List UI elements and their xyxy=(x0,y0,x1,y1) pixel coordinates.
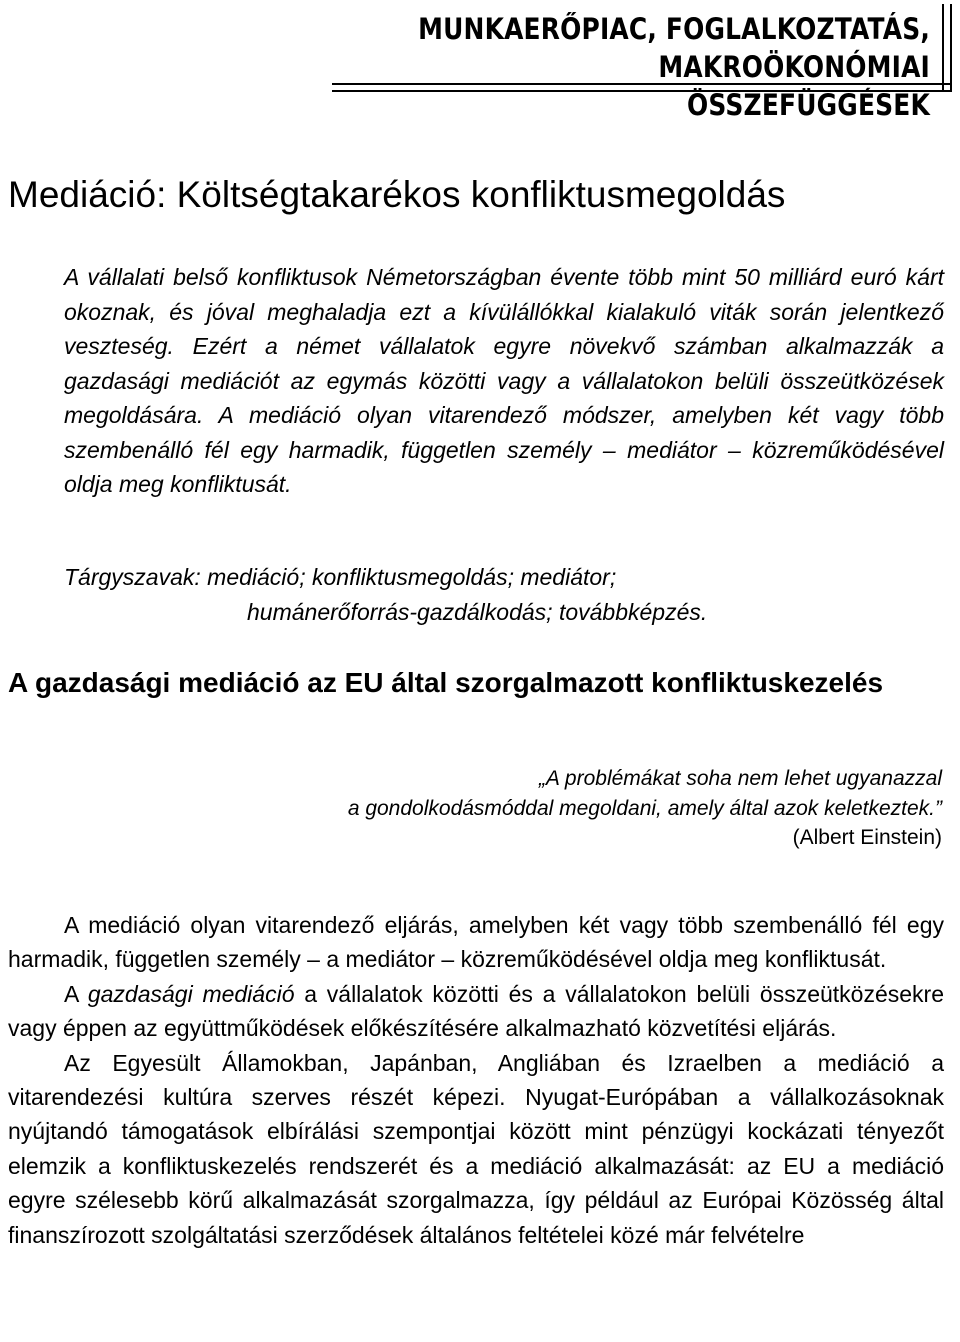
p2-start: A xyxy=(64,980,88,1007)
quote-author: (Albert Einstein) xyxy=(792,826,942,849)
keywords xyxy=(64,560,944,629)
section-title xyxy=(416,10,930,124)
article-title: Mediáció: Költségtakarékos konfliktusmegoldás xyxy=(8,174,786,215)
keywords-line-1: Tárgyszavak: mediáció; konfliktusmegoldás; mediátor; xyxy=(64,564,617,590)
section-title-line-1: MUNKAERŐPIAC, FOGLALKOZTATÁS, xyxy=(418,12,930,46)
section-header xyxy=(332,4,952,122)
keywords-line-2: humánerőforrás-gazdálkodás; továbbképzés. xyxy=(247,598,708,625)
article-abstract: A vállalati belső konfliktusok Németországban évente több mint 50 milliárd euró kárt okoznak, és jóval meghaladja ezt a kívülállókkal kialakuló viták során jelentkező veszteség. Ezért a német vállalatok egyre növekvő számban alkalmazzák a gazdasági mediációt az egymás közötti vagy a vállalatokon belüli összeütközések megoldására. A mediáció olyan vitarendező módszer, amelyben két vagy több szembenálló fél egy harmadik, független személy – mediátor – közreműködésével oldja meg konfliktusát. xyxy=(64,264,944,497)
header-border-right xyxy=(942,4,952,92)
body-paragraph-3: Az Egyesült Államokban, Japánban, Angliában és Izraelben a mediáció a vitarendezési kultúra szerves részét képezi. Nyugat-Európában a vállalkozásoknak nyújtandó támogatások elbírálási szempontjai között mint pénzügyi kockázati tényezőt elemzik a konfliktuskezelés rendszerét és a mediáció alkalmazását: az EU a mediáció egyre szélesebb körű alkalmazását szorgalmazza, így például az Európai Közösség által finanszírozott szolgáltatási szerződések általános feltételei közé már felvételre xyxy=(8,1049,944,1248)
header-border-bottom xyxy=(332,83,952,92)
quote-line-1: „A problémákat soha nem lehet ugyanazzal xyxy=(538,767,942,790)
body-paragraph-1: A mediáció olyan vitarendező eljárás, amelyben két vagy több szembenálló fél egy harmadik, független személy – a mediátor – közreműködésével oldja meg konfliktusát. xyxy=(8,912,944,973)
section-subtitle: A gazdasági mediáció az EU által szorgalmazott konfliktuskezelés xyxy=(8,667,884,698)
body-paragraph-2 xyxy=(8,977,944,1046)
epigraph-quote xyxy=(348,764,942,824)
p2-emphasis: gazdasági mediáció xyxy=(87,980,295,1007)
quote-line-2: a gondolkodásmóddal megoldani, amely által azok keletkeztek.” xyxy=(347,797,942,820)
p2-end: a vállalatok közötti és a vállalatokon belüli összeütközésekre vagy éppen az együttműködések előkészítésére alkalmazható közvetítési eljárás. xyxy=(8,980,944,1042)
section-title-line-2: MAKROÖKONÓMIAI ÖSSZEFÜGGÉSEK xyxy=(658,50,930,122)
article-body xyxy=(8,908,944,1252)
